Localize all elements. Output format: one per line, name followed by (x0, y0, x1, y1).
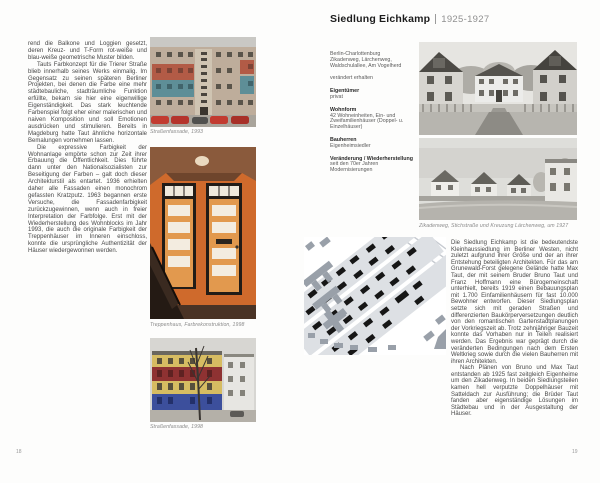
info-value: Eigenheimsiedler (330, 142, 371, 149)
info-label: Wohnform (330, 106, 357, 113)
paragraph: Die expressive Farbigkeit der Wohnanlage empörte schon zur Zeit ihrer Erbauung die Öffentlichkeit. Dies führte dann unter den Nationalsozialisten zur Beseitigung der Farben – galt doch dieser Architekturstil als entartet. 1936 erhielten daher alle Fassaden einen monochrom gefassten Kratzputz. 1963 begannen erste Versuche, die Fassadenfarbigkeit zurückzugewinnen, wenn auch in freier Interpretation der Farbfolge. Erst mit der Wiederherstellung des Wohnblocks im Jahr 1993, die auch die originale Farbigkeit der Treppenhäuser im Inneren einschloss, konnte die ursprüngliche Authentizität der Häuser wiedergewonnen werden. (28, 144, 147, 255)
page-right (300, 0, 600, 483)
info-field (330, 138, 418, 150)
left-text-column (28, 41, 147, 255)
info-label: Veränderung / Wiederherstellung (330, 155, 413, 162)
zikadenweg-1927-image-2 (419, 138, 577, 220)
photo-caption: Straßenfassade, 1993 (150, 129, 204, 135)
right-door (206, 183, 242, 295)
title-separator (435, 14, 436, 24)
paragraph: Nach Plänen von Bruno und Max Taut entstanden ab 1925 fast zeitgleich Eigenheime um den Zikadenweg. In beiden Siedlungsteilen kamen hell verputzte Doppelhäuser mit Satteldach zur Ausführung; die Brüder Taut fanden aber eigenständige Lösungen im Städtebau und in der Ausgestaltung der Häuser. (451, 365, 578, 418)
address-line: Waldschulallee, Am Vogelherd (330, 62, 402, 69)
street-facade-1993-image (150, 37, 256, 127)
page-number-left: 18 (16, 449, 22, 455)
info-field (330, 108, 418, 131)
photo-caption: Straßenfassade, 1998 (150, 424, 204, 430)
info-label: Eigentümer (330, 88, 360, 95)
paragraph: Tauts Farbkonzept für die Trierer Straße blieb innerhalb seines Werks einmalig. Im Gegensatz zu seinen späteren Berliner Projekten, bei denen die Farbe eine mehr städtebauliche, stadträumliche Funktion erfüllte, bekam sie hier eine eigenwillige Eigenständigkeit. Das stark leuchtende Farbenspiel folgt eher einer malerischen und naiven Komposition und soll Emotionen ausdrücken und stimulieren. Bereits in Magdeburg hatte Taut ähnliche horizontale Bemalungen vornehmen lassen. (28, 61, 147, 144)
chapter-title (330, 13, 489, 25)
photo-caption: Zikadenweg, Stichstraße und Kreuzung Lärchenweg, um 1927 (419, 223, 569, 229)
left-door (162, 183, 196, 289)
photo-street-facade-1998 (150, 338, 256, 422)
photo-zikadenweg-lower (419, 138, 577, 220)
right-text-column (451, 240, 578, 418)
info-value: seit den 70er Jahren Modernisierungen (330, 161, 379, 174)
photo-caption: Treppenhaus, Farbrekonstruktion, 1998 (150, 322, 245, 328)
site-plan-image (304, 237, 446, 355)
info-field (330, 157, 418, 174)
info-value: privat (330, 93, 343, 100)
zikadenweg-1927-image-1 (419, 42, 577, 135)
photo-street-facade-1993 (150, 37, 256, 127)
paragraph: rend die Balkone und Loggien gesetzt, deren Kreuz- und T-Form rot-weiße und blau-weiße geometrische Muster bilden. (28, 41, 147, 61)
street-facade-1998-image (150, 338, 256, 422)
address-line: Zikadenweg, Lärchenweg, (330, 56, 392, 63)
page-number-right: 19 (572, 449, 578, 455)
info-field (330, 89, 418, 101)
photo-zikadenweg-upper (419, 42, 577, 135)
status-line: verändert erhalten (330, 75, 373, 82)
title-years: 1925-1927 (441, 13, 490, 25)
title-text: Siedlung Eichkamp (330, 13, 431, 25)
info-value: 42 Wohneinheiten, Ein- und Zweifamilienhäuser (Doppel- u. Einzelhäuser) (330, 112, 404, 131)
address-line: Berlin-Charlottenburg (330, 51, 381, 57)
parked-cars (151, 116, 249, 124)
photo-stairwell-1998 (150, 147, 256, 319)
info-column (330, 52, 418, 174)
paragraph: Die Siedlung Eichkamp ist die bedeutendste Kleinhaussiedlung im Berliner Westen, nicht zuletzt aufgrund ihrer Größe und der an ihrer Entstehung beteiligten Architekten. Für das am Grunewald-Forst gelegene Gelände hatte Max Taut, der mit seinem Bruder Bruno Taut und Franz Hoffmann eine Bürogemeinschaft unterhielt, bereits 1919 einen Bebauungsplan mit 1.700 Einfamilienhäusern für fast 10.000 Bewohner entworfen. Dieser Siedlungsplan setzte sich mit geraden Straßen und differenzierten Baukörperversetzungen deutlich von den romantischen Gartenstadtplanungen der Vorkriegszeit ab. Trotz zehnjähriger Bauzeit konnte das Vorhaben nur in Teilen realisiert werden. Das Ergebnis war geprägt durch die veränderten Bedingungen nach dem Ersten Weltkrieg sowie durch die vielen Bauherren mit ihren Architekten. (451, 240, 578, 365)
address-block (330, 52, 418, 69)
site-plan-map (304, 237, 446, 355)
stairwell-1998-image (150, 147, 256, 319)
info-fields (330, 89, 418, 174)
info-label: Bauherren (330, 136, 357, 143)
